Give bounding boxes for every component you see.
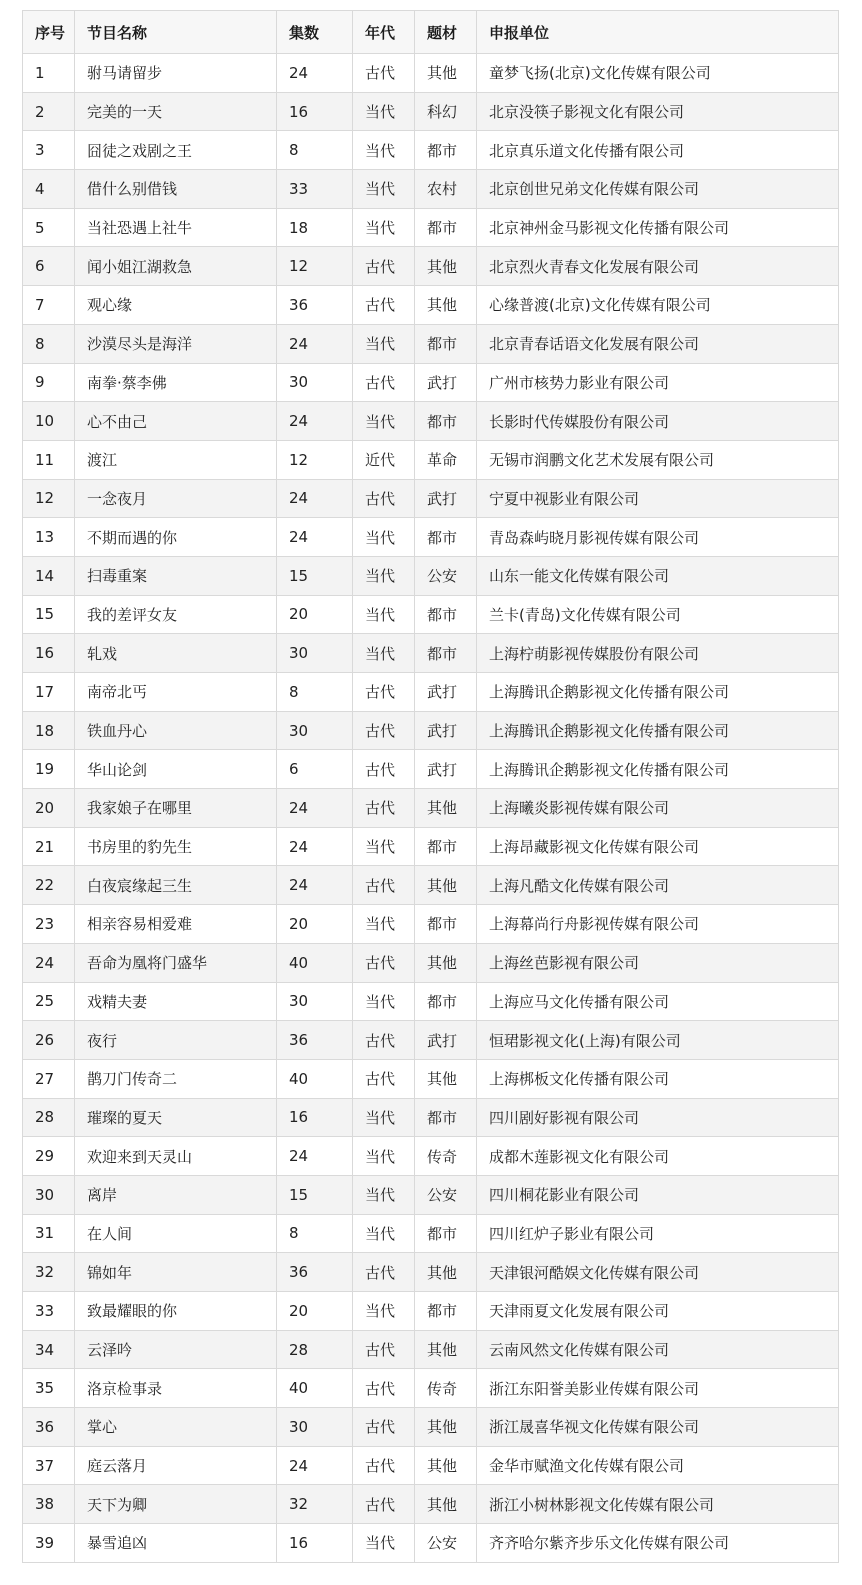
cell-genre: 武打 — [415, 750, 477, 789]
cell-episodes: 15 — [277, 1175, 353, 1214]
cell-index: 2 — [23, 92, 75, 131]
cell-index: 31 — [23, 1214, 75, 1253]
table-row — [23, 170, 839, 209]
table-row — [23, 1137, 839, 1176]
cell-applicant: 天津银河酷娱文化传媒有限公司 — [477, 1253, 839, 1292]
cell-era: 当代 — [353, 1524, 415, 1563]
cell-episodes: 24 — [277, 54, 353, 93]
header-genre: 题材 — [415, 11, 477, 54]
cell-genre: 其他 — [415, 943, 477, 982]
cell-index: 6 — [23, 247, 75, 286]
cell-applicant: 上海柠萌影视传媒股份有限公司 — [477, 634, 839, 673]
cell-era: 古代 — [353, 789, 415, 828]
cell-program-name: 锦如年 — [75, 1253, 277, 1292]
cell-index: 37 — [23, 1446, 75, 1485]
cell-program-name: 不期而遇的你 — [75, 518, 277, 557]
cell-index: 15 — [23, 595, 75, 634]
cell-program-name: 南帝北丐 — [75, 673, 277, 712]
cell-genre: 公安 — [415, 556, 477, 595]
table-row — [23, 905, 839, 944]
cell-genre: 都市 — [415, 402, 477, 441]
cell-episodes: 30 — [277, 1408, 353, 1447]
cell-episodes: 40 — [277, 1059, 353, 1098]
cell-episodes: 40 — [277, 943, 353, 982]
cell-applicant: 上海腾讯企鹅影视文化传播有限公司 — [477, 673, 839, 712]
cell-applicant: 金华市赋渔文化传媒有限公司 — [477, 1446, 839, 1485]
cell-applicant: 心缘普渡(北京)文化传媒有限公司 — [477, 286, 839, 325]
cell-applicant: 上海腾讯企鹅影视文化传播有限公司 — [477, 711, 839, 750]
cell-episodes: 24 — [277, 479, 353, 518]
cell-era: 古代 — [353, 1446, 415, 1485]
cell-genre: 都市 — [415, 595, 477, 634]
cell-program-name: 沙漠尽头是海洋 — [75, 324, 277, 363]
cell-program-name: 当社恐遇上社牛 — [75, 208, 277, 247]
cell-program-name: 南拳·蔡李佛 — [75, 363, 277, 402]
cell-applicant: 上海梆板文化传播有限公司 — [477, 1059, 839, 1098]
cell-index: 11 — [23, 440, 75, 479]
cell-era: 古代 — [353, 1408, 415, 1447]
table-row — [23, 1292, 839, 1331]
cell-program-name: 洛京检事录 — [75, 1369, 277, 1408]
cell-index: 38 — [23, 1485, 75, 1524]
cell-program-name: 离岸 — [75, 1175, 277, 1214]
cell-episodes: 15 — [277, 556, 353, 595]
cell-episodes: 24 — [277, 789, 353, 828]
cell-genre: 公安 — [415, 1175, 477, 1214]
table-row — [23, 1408, 839, 1447]
cell-index: 33 — [23, 1292, 75, 1331]
cell-applicant: 齐齐哈尔紫齐步乐文化传媒有限公司 — [477, 1524, 839, 1563]
cell-index: 22 — [23, 866, 75, 905]
cell-episodes: 30 — [277, 363, 353, 402]
cell-program-name: 闻小姐江湖救急 — [75, 247, 277, 286]
cell-genre: 科幻 — [415, 92, 477, 131]
cell-index: 21 — [23, 827, 75, 866]
cell-era: 当代 — [353, 982, 415, 1021]
cell-episodes: 30 — [277, 982, 353, 1021]
cell-index: 4 — [23, 170, 75, 209]
cell-genre: 其他 — [415, 1253, 477, 1292]
cell-index: 23 — [23, 905, 75, 944]
cell-program-name: 戏精夫妻 — [75, 982, 277, 1021]
cell-program-name: 轧戏 — [75, 634, 277, 673]
cell-applicant: 上海腾讯企鹅影视文化传播有限公司 — [477, 750, 839, 789]
cell-program-name: 我的差评女友 — [75, 595, 277, 634]
cell-index: 16 — [23, 634, 75, 673]
cell-applicant: 北京神州金马影视文化传播有限公司 — [477, 208, 839, 247]
cell-era: 当代 — [353, 324, 415, 363]
table-row — [23, 1446, 839, 1485]
cell-episodes: 20 — [277, 905, 353, 944]
cell-index: 20 — [23, 789, 75, 828]
cell-program-name: 驸马请留步 — [75, 54, 277, 93]
cell-era: 当代 — [353, 556, 415, 595]
cell-program-name: 相亲容易相爱难 — [75, 905, 277, 944]
cell-episodes: 16 — [277, 92, 353, 131]
table-row — [23, 634, 839, 673]
cell-episodes: 36 — [277, 1021, 353, 1060]
cell-episodes: 24 — [277, 827, 353, 866]
cell-applicant: 成都木莲影视文化有限公司 — [477, 1137, 839, 1176]
cell-program-name: 云泽吟 — [75, 1330, 277, 1369]
cell-index: 9 — [23, 363, 75, 402]
cell-program-name: 观心缘 — [75, 286, 277, 325]
cell-genre: 武打 — [415, 1021, 477, 1060]
cell-genre: 公安 — [415, 1524, 477, 1563]
cell-episodes: 8 — [277, 1214, 353, 1253]
cell-genre: 武打 — [415, 479, 477, 518]
cell-index: 19 — [23, 750, 75, 789]
cell-era: 古代 — [353, 1059, 415, 1098]
cell-applicant: 四川红炉子影业有限公司 — [477, 1214, 839, 1253]
cell-applicant: 四川剧好影视有限公司 — [477, 1098, 839, 1137]
cell-index: 5 — [23, 208, 75, 247]
table-row — [23, 556, 839, 595]
cell-era: 当代 — [353, 402, 415, 441]
header-era: 年代 — [353, 11, 415, 54]
cell-genre: 其他 — [415, 1059, 477, 1098]
table-row — [23, 711, 839, 750]
table-row — [23, 247, 839, 286]
cell-genre: 其他 — [415, 247, 477, 286]
table-row — [23, 595, 839, 634]
cell-episodes: 24 — [277, 324, 353, 363]
cell-era: 当代 — [353, 208, 415, 247]
cell-genre: 都市 — [415, 1292, 477, 1331]
table-row — [23, 982, 839, 1021]
cell-applicant: 上海丝芭影视有限公司 — [477, 943, 839, 982]
cell-era: 古代 — [353, 1330, 415, 1369]
table-row — [23, 440, 839, 479]
cell-genre: 传奇 — [415, 1369, 477, 1408]
cell-era: 当代 — [353, 131, 415, 170]
table-row — [23, 1330, 839, 1369]
cell-applicant: 上海曦炎影视传媒有限公司 — [477, 789, 839, 828]
cell-applicant: 上海应马文化传播有限公司 — [477, 982, 839, 1021]
cell-index: 35 — [23, 1369, 75, 1408]
cell-episodes: 30 — [277, 711, 353, 750]
table-row — [23, 286, 839, 325]
table-row — [23, 1485, 839, 1524]
cell-episodes: 16 — [277, 1524, 353, 1563]
table-row — [23, 363, 839, 402]
header-index: 序号 — [23, 11, 75, 54]
cell-episodes: 8 — [277, 131, 353, 170]
cell-program-name: 心不由己 — [75, 402, 277, 441]
cell-applicant: 上海凡酷文化传媒有限公司 — [477, 866, 839, 905]
cell-era: 当代 — [353, 1175, 415, 1214]
table-row — [23, 402, 839, 441]
cell-program-name: 书房里的豹先生 — [75, 827, 277, 866]
table-row — [23, 1369, 839, 1408]
table-row — [23, 92, 839, 131]
cell-index: 34 — [23, 1330, 75, 1369]
table-row — [23, 827, 839, 866]
cell-era: 古代 — [353, 750, 415, 789]
cell-genre: 都市 — [415, 324, 477, 363]
cell-era: 古代 — [353, 866, 415, 905]
cell-episodes: 36 — [277, 286, 353, 325]
cell-era: 当代 — [353, 170, 415, 209]
cell-era: 古代 — [353, 673, 415, 712]
cell-episodes: 24 — [277, 866, 353, 905]
cell-genre: 都市 — [415, 1214, 477, 1253]
cell-program-name: 璀璨的夏天 — [75, 1098, 277, 1137]
cell-program-name: 囧徒之戏剧之王 — [75, 131, 277, 170]
cell-program-name: 在人间 — [75, 1214, 277, 1253]
cell-genre: 农村 — [415, 170, 477, 209]
cell-applicant: 北京青春话语文化发展有限公司 — [477, 324, 839, 363]
cell-era: 当代 — [353, 1292, 415, 1331]
table-row — [23, 673, 839, 712]
cell-genre: 都市 — [415, 905, 477, 944]
cell-program-name: 夜行 — [75, 1021, 277, 1060]
cell-index: 13 — [23, 518, 75, 557]
cell-applicant: 兰卡(青岛)文化传媒有限公司 — [477, 595, 839, 634]
cell-applicant: 无锡市润鹏文化艺术发展有限公司 — [477, 440, 839, 479]
cell-index: 17 — [23, 673, 75, 712]
cell-genre: 其他 — [415, 866, 477, 905]
cell-index: 25 — [23, 982, 75, 1021]
cell-genre: 其他 — [415, 1408, 477, 1447]
table-row — [23, 208, 839, 247]
cell-era: 当代 — [353, 92, 415, 131]
cell-era: 古代 — [353, 1021, 415, 1060]
cell-era: 近代 — [353, 440, 415, 479]
table-row — [23, 1175, 839, 1214]
cell-index: 24 — [23, 943, 75, 982]
table-row — [23, 866, 839, 905]
cell-applicant: 恒珺影视文化(上海)有限公司 — [477, 1021, 839, 1060]
cell-genre: 武打 — [415, 363, 477, 402]
cell-applicant: 四川桐花影业有限公司 — [477, 1175, 839, 1214]
cell-genre: 其他 — [415, 1446, 477, 1485]
cell-genre: 都市 — [415, 131, 477, 170]
cell-era: 当代 — [353, 1214, 415, 1253]
cell-episodes: 18 — [277, 208, 353, 247]
cell-genre: 其他 — [415, 54, 477, 93]
cell-index: 18 — [23, 711, 75, 750]
cell-episodes: 20 — [277, 1292, 353, 1331]
table-row — [23, 54, 839, 93]
cell-program-name: 暴雪追凶 — [75, 1524, 277, 1563]
cell-index: 1 — [23, 54, 75, 93]
cell-era: 古代 — [353, 54, 415, 93]
header-episodes: 集数 — [277, 11, 353, 54]
cell-applicant: 童梦飞扬(北京)文化传媒有限公司 — [477, 54, 839, 93]
cell-index: 27 — [23, 1059, 75, 1098]
cell-applicant: 浙江晟喜华视文化传媒有限公司 — [477, 1408, 839, 1447]
cell-index: 8 — [23, 324, 75, 363]
cell-applicant: 广州市核势力影业有限公司 — [477, 363, 839, 402]
cell-genre: 其他 — [415, 286, 477, 325]
cell-program-name: 天下为卿 — [75, 1485, 277, 1524]
cell-applicant: 云南风然文化传媒有限公司 — [477, 1330, 839, 1369]
cell-index: 30 — [23, 1175, 75, 1214]
cell-genre: 其他 — [415, 1485, 477, 1524]
cell-index: 28 — [23, 1098, 75, 1137]
cell-era: 当代 — [353, 905, 415, 944]
cell-era: 当代 — [353, 827, 415, 866]
cell-program-name: 欢迎来到天灵山 — [75, 1137, 277, 1176]
cell-genre: 革命 — [415, 440, 477, 479]
table-row — [23, 943, 839, 982]
cell-program-name: 我家娘子在哪里 — [75, 789, 277, 828]
program-table — [22, 10, 839, 1563]
cell-era: 当代 — [353, 1098, 415, 1137]
cell-index: 10 — [23, 402, 75, 441]
table-row — [23, 131, 839, 170]
cell-program-name: 吾命为凰将门盛华 — [75, 943, 277, 982]
cell-genre: 都市 — [415, 634, 477, 673]
cell-episodes: 28 — [277, 1330, 353, 1369]
cell-applicant: 长影时代传媒股份有限公司 — [477, 402, 839, 441]
cell-applicant: 浙江小树林影视文化传媒有限公司 — [477, 1485, 839, 1524]
table-row — [23, 1524, 839, 1563]
cell-index: 29 — [23, 1137, 75, 1176]
cell-episodes: 33 — [277, 170, 353, 209]
cell-genre: 都市 — [415, 827, 477, 866]
table-row — [23, 1214, 839, 1253]
cell-program-name: 致最耀眼的你 — [75, 1292, 277, 1331]
cell-applicant: 上海幕尚行舟影视传媒有限公司 — [477, 905, 839, 944]
cell-era: 古代 — [353, 247, 415, 286]
cell-episodes: 12 — [277, 247, 353, 286]
cell-applicant: 天津雨夏文化发展有限公司 — [477, 1292, 839, 1331]
cell-applicant: 北京真乐道文化传播有限公司 — [477, 131, 839, 170]
cell-episodes: 24 — [277, 518, 353, 557]
cell-program-name: 渡江 — [75, 440, 277, 479]
cell-era: 古代 — [353, 711, 415, 750]
table-row — [23, 1253, 839, 1292]
cell-program-name: 扫毒重案 — [75, 556, 277, 595]
cell-applicant: 北京没筷子影视文化有限公司 — [477, 92, 839, 131]
cell-episodes: 12 — [277, 440, 353, 479]
cell-episodes: 20 — [277, 595, 353, 634]
table-row — [23, 324, 839, 363]
cell-era: 当代 — [353, 595, 415, 634]
table-row — [23, 789, 839, 828]
cell-era: 当代 — [353, 634, 415, 673]
cell-index: 32 — [23, 1253, 75, 1292]
cell-episodes: 24 — [277, 402, 353, 441]
cell-era: 古代 — [353, 1369, 415, 1408]
cell-program-name: 白夜宸缘起三生 — [75, 866, 277, 905]
cell-program-name: 庭云落月 — [75, 1446, 277, 1485]
cell-genre: 武打 — [415, 711, 477, 750]
cell-episodes: 30 — [277, 634, 353, 673]
cell-applicant: 青岛森屿晓月影视传媒有限公司 — [477, 518, 839, 557]
cell-genre: 都市 — [415, 982, 477, 1021]
cell-genre: 武打 — [415, 673, 477, 712]
cell-index: 14 — [23, 556, 75, 595]
cell-applicant: 宁夏中视影业有限公司 — [477, 479, 839, 518]
cell-genre: 其他 — [415, 1330, 477, 1369]
table-row — [23, 750, 839, 789]
cell-era: 古代 — [353, 363, 415, 402]
cell-era: 当代 — [353, 1137, 415, 1176]
cell-episodes: 16 — [277, 1098, 353, 1137]
cell-applicant: 北京烈火青春文化发展有限公司 — [477, 247, 839, 286]
cell-program-name: 一念夜月 — [75, 479, 277, 518]
cell-applicant: 北京创世兄弟文化传媒有限公司 — [477, 170, 839, 209]
cell-genre: 传奇 — [415, 1137, 477, 1176]
table-row — [23, 1098, 839, 1137]
cell-index: 26 — [23, 1021, 75, 1060]
header-program-name: 节目名称 — [75, 11, 277, 54]
header-row — [23, 11, 839, 54]
cell-genre: 其他 — [415, 789, 477, 828]
table-row — [23, 518, 839, 557]
table-body — [23, 54, 839, 1563]
cell-era: 古代 — [353, 943, 415, 982]
table-row — [23, 1059, 839, 1098]
cell-episodes: 24 — [277, 1446, 353, 1485]
cell-index: 3 — [23, 131, 75, 170]
cell-episodes: 40 — [277, 1369, 353, 1408]
header-applicant: 申报单位 — [477, 11, 839, 54]
cell-episodes: 24 — [277, 1137, 353, 1176]
cell-program-name: 鹊刀门传奇二 — [75, 1059, 277, 1098]
table-row — [23, 1021, 839, 1060]
cell-applicant: 上海昂藏影视文化传媒有限公司 — [477, 827, 839, 866]
cell-applicant: 浙江东阳誉美影业传媒有限公司 — [477, 1369, 839, 1408]
cell-program-name: 铁血丹心 — [75, 711, 277, 750]
cell-index: 12 — [23, 479, 75, 518]
table-row — [23, 479, 839, 518]
cell-program-name: 华山论剑 — [75, 750, 277, 789]
cell-era: 古代 — [353, 1253, 415, 1292]
cell-era: 古代 — [353, 286, 415, 325]
cell-program-name: 完美的一天 — [75, 92, 277, 131]
cell-applicant: 山东一能文化传媒有限公司 — [477, 556, 839, 595]
cell-era: 古代 — [353, 1485, 415, 1524]
cell-episodes: 8 — [277, 673, 353, 712]
cell-genre: 都市 — [415, 1098, 477, 1137]
cell-genre: 都市 — [415, 518, 477, 557]
cell-index: 7 — [23, 286, 75, 325]
cell-program-name: 借什么别借钱 — [75, 170, 277, 209]
cell-index: 39 — [23, 1524, 75, 1563]
cell-genre: 都市 — [415, 208, 477, 247]
cell-episodes: 32 — [277, 1485, 353, 1524]
cell-index: 36 — [23, 1408, 75, 1447]
cell-era: 古代 — [353, 479, 415, 518]
cell-episodes: 36 — [277, 1253, 353, 1292]
cell-program-name: 掌心 — [75, 1408, 277, 1447]
cell-episodes: 6 — [277, 750, 353, 789]
cell-era: 当代 — [353, 518, 415, 557]
